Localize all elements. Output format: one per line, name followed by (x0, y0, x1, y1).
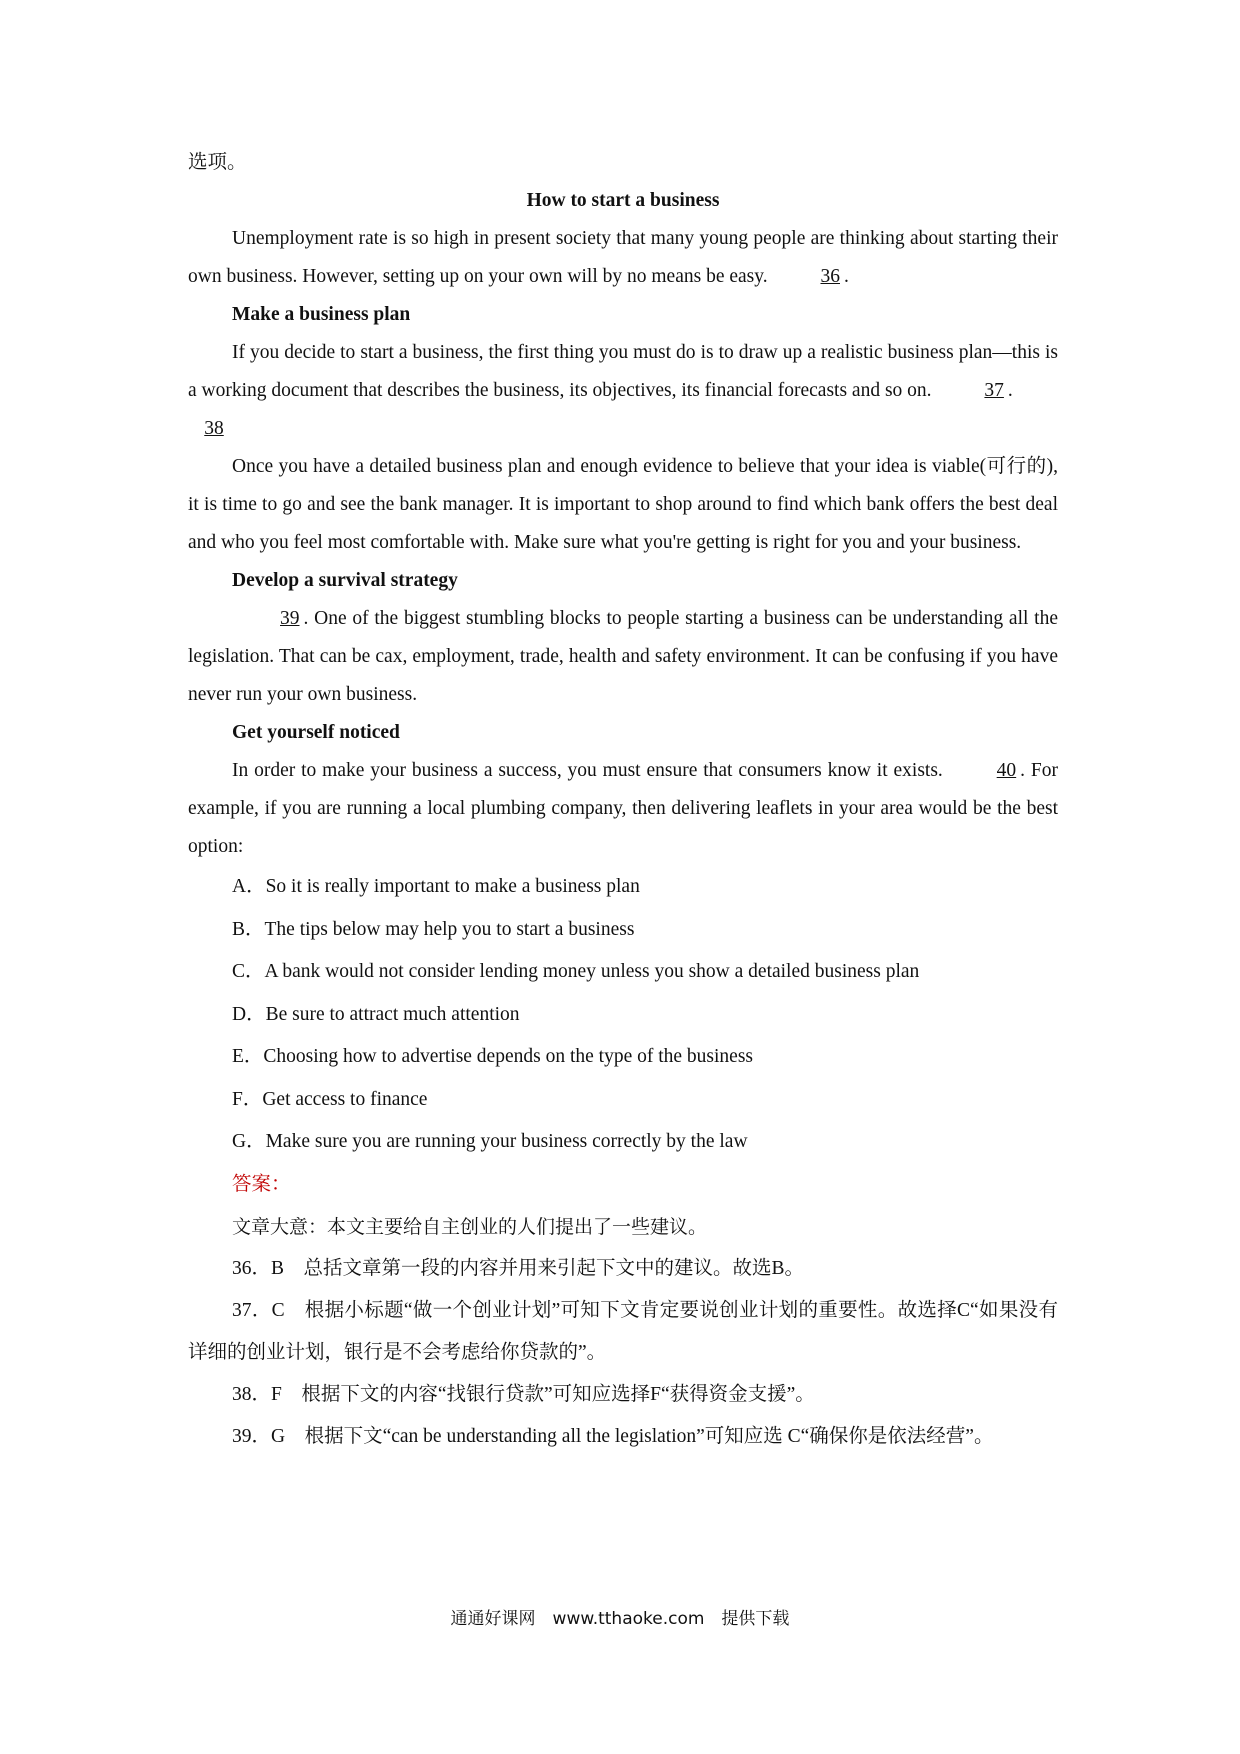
paragraph-5 (188, 752, 1058, 866)
heading-survival-strategy: Develop a survival strategy (232, 570, 458, 591)
paragraph-4 (188, 600, 1058, 714)
option-g: G．Make sure you are running your business correctly by the law (232, 1131, 748, 1152)
intro-fragment: 选项。 (188, 152, 247, 173)
option-d: D．Be sure to attract much attention (232, 1003, 520, 1025)
paragraph-5-text-1: In order to make your business a success, you must ensure that consumers know it exists. (232, 760, 943, 781)
option-f: F．Get access to finance (232, 1088, 428, 1110)
paragraph-4-text: . One of the biggest stumbling blocks to people starting a business can be understanding all the legislation. That can be cax, employment, trade, health and safety environment. It can be confusing if you have never run your own business. (188, 608, 1058, 705)
option-a: A．So it is really important to make a business plan (232, 876, 640, 897)
answer-38: 38．F 根据下文的内容“找银行贷款”可知应选择F“获得资金支援”。 (232, 1383, 815, 1405)
options-list (188, 866, 1058, 1164)
option-e: E．Choosing how to advertise depends on the type of the business (232, 1046, 754, 1067)
answer-37: 37．C 根据小标题“做一个创业计划”可知下文肯定要说创业计划的重要性。故选择C“如果没有详细的创业计划，银行是不会考虑给你贷款的”。 (188, 1299, 1058, 1363)
paragraph-1-end: . (844, 266, 849, 287)
blank-39: 39 (280, 608, 300, 629)
passage-title: How to start a business (526, 190, 720, 211)
paragraph-2 (188, 334, 1058, 410)
paragraph-3: Once you have a detailed business plan and enough evidence to believe that your idea is viable(可行的), it is time to go and see the bank manager. It is important to shop around to find which bank offers the best deal and who you feel most comfortable with. Make sure what you're getting is right for you and your business. (188, 456, 1058, 553)
answer-39: 39．G 根据下文“can be understanding all the legislation”可知应选 C“确保你是依法经营”。 (232, 1425, 994, 1447)
heading-get-noticed: Get yourself noticed (232, 722, 400, 743)
summary: 文章大意：本文主要给自主创业的人们提出了一些建议。 (232, 1215, 708, 1238)
page-footer: 通通好课网 www.tthaoke.com 提供下载 (450, 1609, 790, 1629)
option-c: C．A bank would not consider lending money unless you show a detailed business plan (232, 961, 920, 982)
heading-business-plan: Make a business plan (232, 304, 411, 325)
paragraph-1-text: Unemployment rate is so high in present society that many young people are thinking about starting their own business. However, setting up on your own will by no means be easy. (188, 228, 1058, 287)
paragraph-2-text: If you decide to start a business, the first thing you must do is to draw up a realistic business plan—this is a working document that describes the business, its objectives, its financial forecasts and so on. (188, 342, 1058, 401)
paragraph-2-end: . (1007, 380, 1013, 401)
answer-label: 答案： (232, 1173, 291, 1195)
blank-38-line (188, 410, 1058, 448)
answers-list (188, 1248, 1058, 1458)
blank-38: 38 (204, 418, 224, 439)
answer-36: 36．B 总括文章第一段的内容并用来引起下文中的建议。故选B。 (232, 1257, 805, 1279)
blank-36: 36 (820, 266, 840, 287)
document-body (188, 144, 1058, 1458)
paragraph-1 (188, 220, 1058, 296)
paragraph-5-text-2: . For example, if you are running a local plumbing company, then delivering leaflets in your area would be the best option: (188, 760, 1059, 857)
blank-37: 37 (984, 380, 1004, 401)
option-b: B．The tips below may help you to start a business (232, 918, 635, 940)
blank-40: 40 (996, 760, 1017, 781)
